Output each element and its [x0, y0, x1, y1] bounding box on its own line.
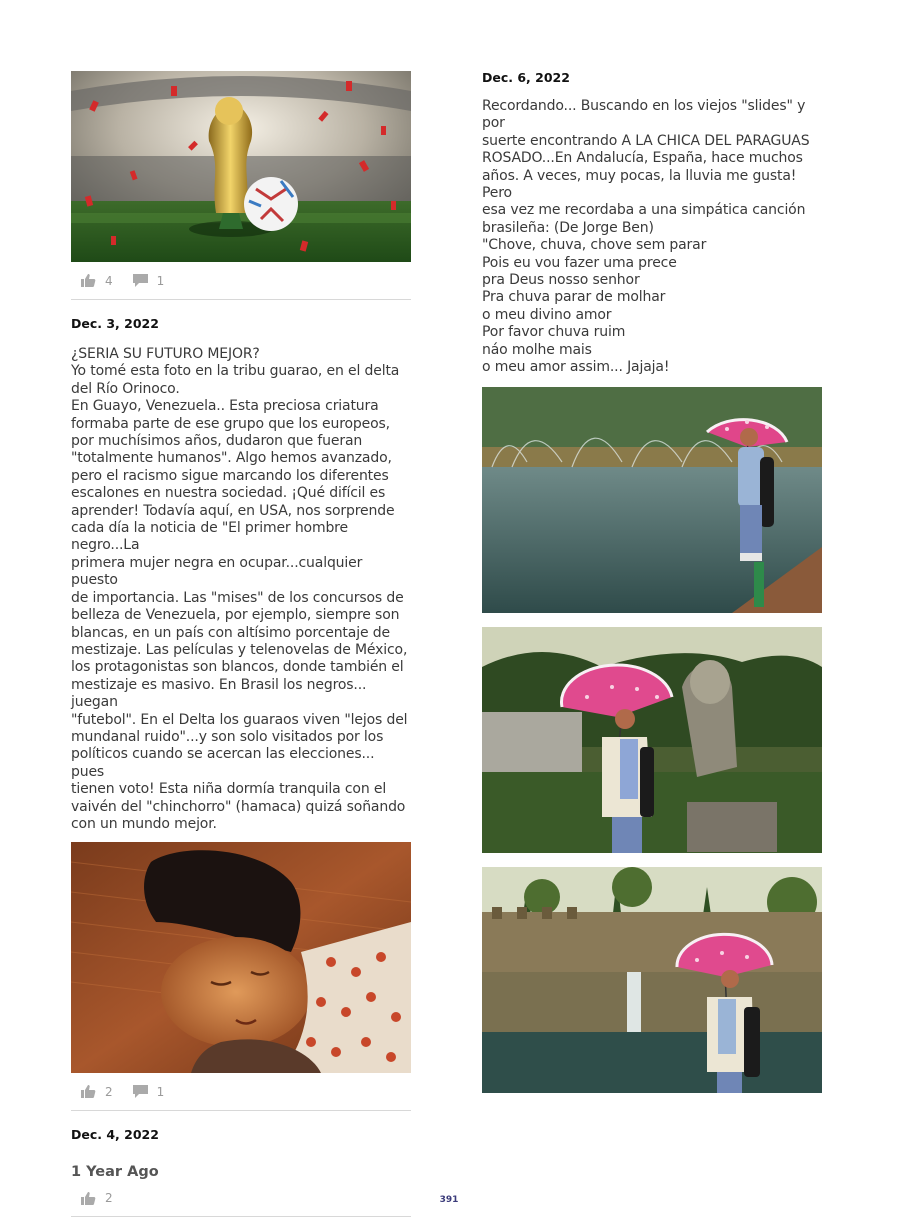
sleeping-child-photo[interactable]	[71, 842, 411, 1073]
thumbs-up-icon	[81, 274, 96, 287]
comment-button[interactable]	[133, 274, 165, 288]
post-date: Dec. 4, 2022	[71, 1127, 159, 1143]
pink-umbrella-fountain-photo[interactable]	[482, 387, 822, 613]
thumbs-up-icon	[81, 1085, 96, 1098]
world-cup-photo[interactable]	[71, 71, 411, 262]
like-button[interactable]	[81, 1085, 113, 1099]
post-text: ¿SERIA SU FUTURO MEJOR? Yo tomé esta foto en la tribu guarao, en el delta del Río Orinoco. En Guayo, Venezuela.. Esta preciosa criatura formaba parte de ese grupo que los europeos, por muchísimos años, dudaron que fueran "totalmente humanos". Algo hemos avanzado, pero el racismo sigue marcando los diferentes escalones en nuestra sociedad. ¡Qué difícil es aprender! Todavía aquí, en USA, nos sorprende cada día la noticia de "El primer hombre negro...La primera mujer negra en ocupar...cualquier puesto de importancia. Las "mises" de los concursos de belleza de Venezuela, por ejemplo, siempre son blancas, en un país con altísimo porcentaje de mestizaje. Las películas y telenovelas de México, los protagonistas son blancos, donde también el mestizaje es masivo. En Brasil los negros... juegan "futebol". En el Delta los guaraos viven "lejos del mundanal ruido"...y son solo visitados por los políticos cuando se acercan las elecciones... pues tienen voto! Esta niña dormía tranquila con el vaivén del "chinchorro" (hamaca) quizá soñando con un mundo mejor.	[71, 346, 408, 832]
comments-count: 1	[156, 1084, 165, 1099]
right-column	[482, 70, 822, 1093]
post-reactions	[71, 1073, 411, 1111]
comment-icon	[133, 1085, 148, 1098]
comment-button[interactable]	[133, 1085, 165, 1099]
likes-count: 2	[105, 1084, 113, 1099]
likes-count: 4	[105, 273, 113, 288]
pink-umbrella-garden-photo[interactable]	[482, 867, 822, 1093]
post-text: Recordando... Buscando en los viejos "slides" y por suerte encontrando A LA CHICA DEL PARAGUAS ROSADO...En Andalucía, España, hace muchos años. A veces, muy pocas, la lluvia me gusta! Pero esa vez me recordaba a una simpática canción brasileña: (De Jorge Ben) "Chove, chuva, chove sem parar Pois eu vou fazer uma prece pra Deus nosso senhor Pra chuva parar de molhar o meu divino amor Por favor chuva ruim náo molhe mais o meu amor assim... Jajaja!	[482, 98, 810, 376]
post-date: Dec. 3, 2022	[71, 316, 159, 331]
post-reactions	[71, 262, 411, 300]
memory-label: 1 Year Ago	[71, 1164, 159, 1181]
comment-icon	[133, 274, 148, 287]
left-column	[71, 71, 411, 1217]
page-number: 391	[439, 1195, 459, 1205]
like-button[interactable]	[81, 274, 113, 288]
likes-count: 2	[105, 1191, 113, 1206]
pink-umbrella-statue-photo[interactable]	[482, 627, 822, 853]
post-date: Dec. 6, 2022	[482, 70, 570, 85]
comments-count: 1	[156, 273, 165, 288]
